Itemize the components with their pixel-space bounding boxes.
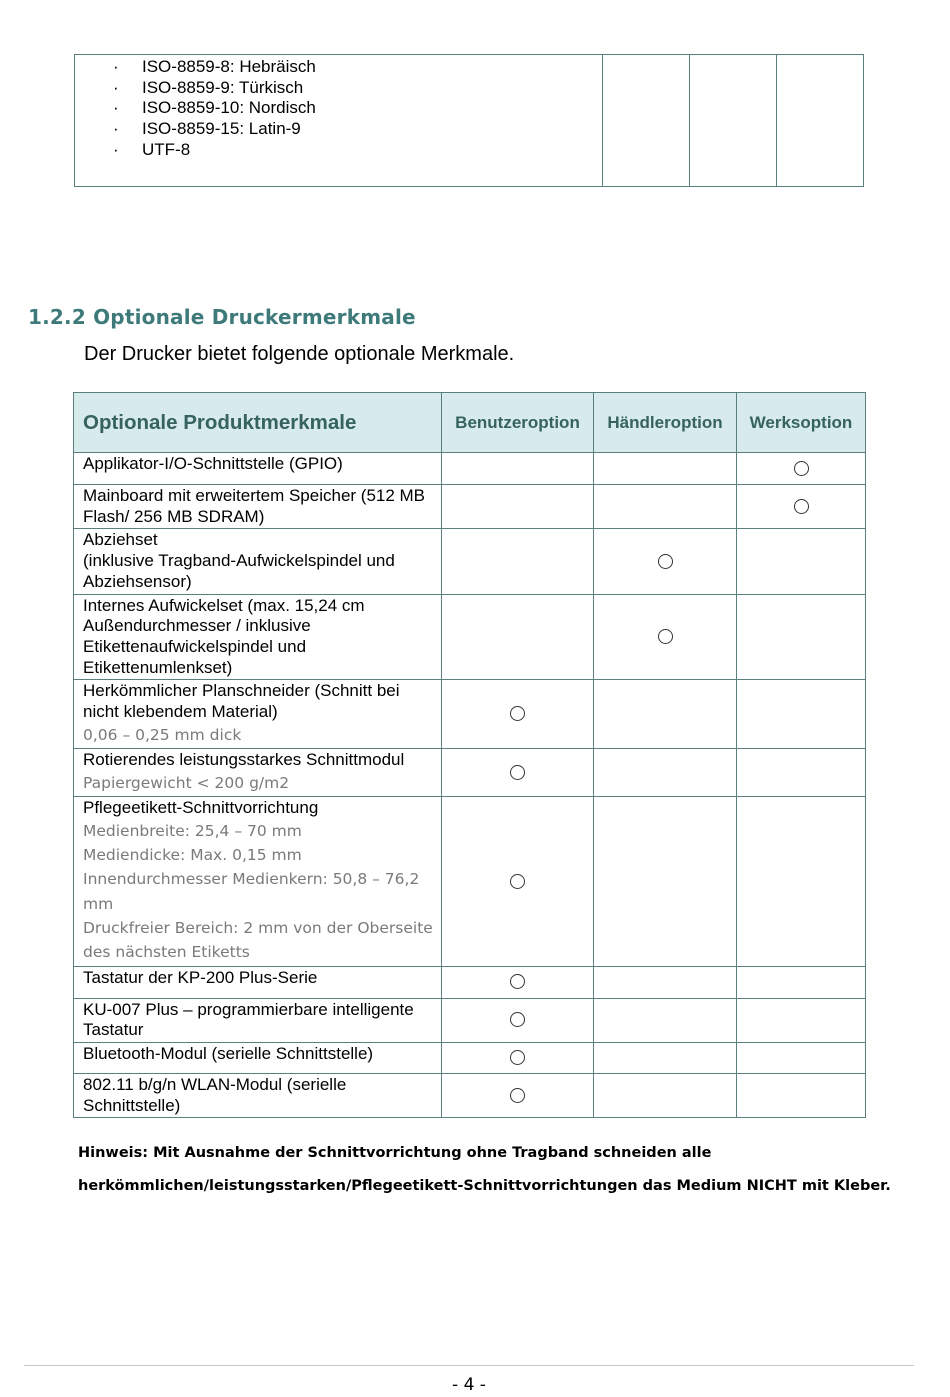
feature-cell (74, 453, 442, 485)
option-haendler-cell (594, 1073, 737, 1117)
option-haendler-cell (594, 485, 737, 529)
circle-icon (510, 974, 525, 989)
feature-cell (74, 966, 442, 998)
option-benutzer-cell (442, 680, 594, 749)
feature-detail: Innendurchmesser Medienkern: 50,8 – 76,2 mm (83, 870, 420, 913)
option-benutzer-cell (442, 594, 594, 680)
note-line-1: Hinweis: Mit Ausnahme der Schnittvorrichtung ohne Tragband schneiden alle (78, 1145, 712, 1161)
option-benutzer-cell (442, 1042, 594, 1073)
table-row (74, 1042, 866, 1073)
feature-name: 802.11 b/g/n WLAN-Modul (serielle Schnittstelle) (83, 1074, 347, 1115)
feature-cell (74, 485, 442, 529)
table-row (74, 529, 866, 594)
feature-detail: Druckfreier Bereich: 2 mm von der Oberseite des nächsten Etiketts (83, 918, 433, 962)
circle-icon (510, 1050, 525, 1065)
encoding-item: · ISO-8859-15: Latin-9 (75, 119, 602, 140)
table-row (74, 453, 866, 485)
feature-cell (74, 998, 442, 1042)
feature-name: Mainboard mit erweitertem Speicher (512 MB Flash/ 256 MB SDRAM) (83, 486, 426, 526)
option-benutzer-cell (442, 749, 594, 797)
option-werks-cell (737, 485, 866, 529)
table-row (74, 485, 866, 529)
option-werks-cell (737, 680, 866, 749)
header-dealer-option: Händleroption (594, 393, 737, 453)
feature-name: Tastatur der KP-200 Plus-Serie (83, 967, 318, 987)
option-haendler-cell (594, 529, 737, 594)
feature-name: KU-007 Plus – programmierbare intelligente Tastatur (83, 999, 414, 1040)
section-intro: Der Drucker bietet folgende optionale Merkmale. (84, 343, 515, 365)
encoding-item: · UTF-8 (75, 140, 602, 161)
feature-detail: 0,06 – 0,25 mm dick (83, 725, 242, 744)
option-benutzer-cell (442, 797, 594, 966)
option-haendler-cell (594, 749, 737, 797)
option-benutzer-cell (442, 998, 594, 1042)
option-werks-cell (737, 998, 866, 1042)
option-werks-cell (737, 966, 866, 998)
option-benutzer-cell (442, 485, 594, 529)
feature-detail: Papiergewicht < 200 g/m2 (83, 773, 290, 792)
circle-icon (794, 499, 809, 514)
feature-detail: Medienbreite: 25,4 – 70 mm (83, 821, 302, 840)
header-features: Optionale Produktmerkmale (74, 393, 442, 453)
circle-icon (510, 765, 525, 780)
table-row (74, 680, 866, 749)
option-haendler-cell (594, 1042, 737, 1073)
empty-cell (690, 55, 777, 187)
encoding-list (75, 57, 602, 161)
encoding-item: · ISO-8859-8: Hebräisch (75, 57, 602, 78)
note-line-2: herkömmlichen/leistungsstarken/Pflegeetikett-Schnittvorrichtungen das Medium NICHT mit Kleber. (78, 1178, 891, 1194)
feature-cell (74, 594, 442, 680)
option-haendler-cell (594, 594, 737, 680)
feature-cell (74, 529, 442, 594)
encoding-item: · ISO-8859-9: Türkisch (75, 78, 602, 99)
option-werks-cell (737, 1042, 866, 1073)
page-number: - 4 - (452, 1375, 486, 1395)
option-werks-cell (737, 797, 866, 966)
feature-name: Rotierendes leistungsstarkes Schnittmodul (83, 750, 405, 770)
feature-cell (74, 749, 442, 797)
table-row (74, 749, 866, 797)
feature-name: Herkömmlicher Planschneider (Schnitt bei nicht klebendem Material) (83, 681, 400, 722)
option-werks-cell (737, 594, 866, 680)
option-werks-cell (737, 749, 866, 797)
feature-cell (74, 1073, 442, 1117)
table-row (74, 966, 866, 998)
circle-icon (510, 1012, 525, 1027)
circle-icon (510, 706, 525, 721)
circle-icon (658, 629, 673, 644)
table-row (74, 797, 866, 966)
circle-icon (794, 461, 809, 476)
circle-icon (510, 874, 525, 889)
circle-icon (510, 1088, 525, 1103)
table-header-row (74, 393, 866, 453)
option-benutzer-cell (442, 966, 594, 998)
footer-rule (24, 1365, 914, 1366)
empty-cell (603, 55, 690, 187)
empty-cell (777, 55, 864, 187)
option-haendler-cell (594, 998, 737, 1042)
option-haendler-cell (594, 453, 737, 485)
option-benutzer-cell (442, 1073, 594, 1117)
feature-name: Pflegeetikett-Schnittvorrichtung (83, 798, 319, 818)
table-row (74, 594, 866, 680)
section-heading: 1.2.2 Optionale Druckermerkmale (28, 305, 416, 329)
circle-icon (658, 554, 673, 569)
feature-cell (74, 680, 442, 749)
feature-name: Abziehset (inklusive Tragband-Aufwickelspindel und Abziehsensor) (83, 530, 395, 591)
encoding-list-cell (75, 55, 603, 187)
encoding-table (74, 54, 864, 187)
table-row (74, 1073, 866, 1117)
option-haendler-cell (594, 966, 737, 998)
optional-features-table (73, 392, 866, 1118)
header-user-option: Benutzeroption (442, 393, 594, 453)
feature-cell (74, 1042, 442, 1073)
feature-detail: Mediendicke: Max. 0,15 mm (83, 846, 302, 865)
option-benutzer-cell (442, 529, 594, 594)
option-haendler-cell (594, 797, 737, 966)
feature-name: Bluetooth-Modul (serielle Schnittstelle) (83, 1043, 374, 1063)
encoding-item: · ISO-8859-10: Nordisch (75, 98, 602, 119)
option-haendler-cell (594, 680, 737, 749)
option-werks-cell (737, 529, 866, 594)
feature-name: Applikator-I/O-Schnittstelle (GPIO) (83, 454, 343, 473)
header-factory-option: Werksoption (737, 393, 866, 453)
table-row (74, 998, 866, 1042)
option-benutzer-cell (442, 453, 594, 485)
feature-name: Internes Aufwickelset (max. 15,24 cm Außendurchmesser / inklusive Etikettenaufwickelspindel und Etikettenumlenkset) (83, 595, 365, 677)
feature-cell (74, 797, 442, 966)
option-werks-cell (737, 1073, 866, 1117)
option-werks-cell (737, 453, 866, 485)
